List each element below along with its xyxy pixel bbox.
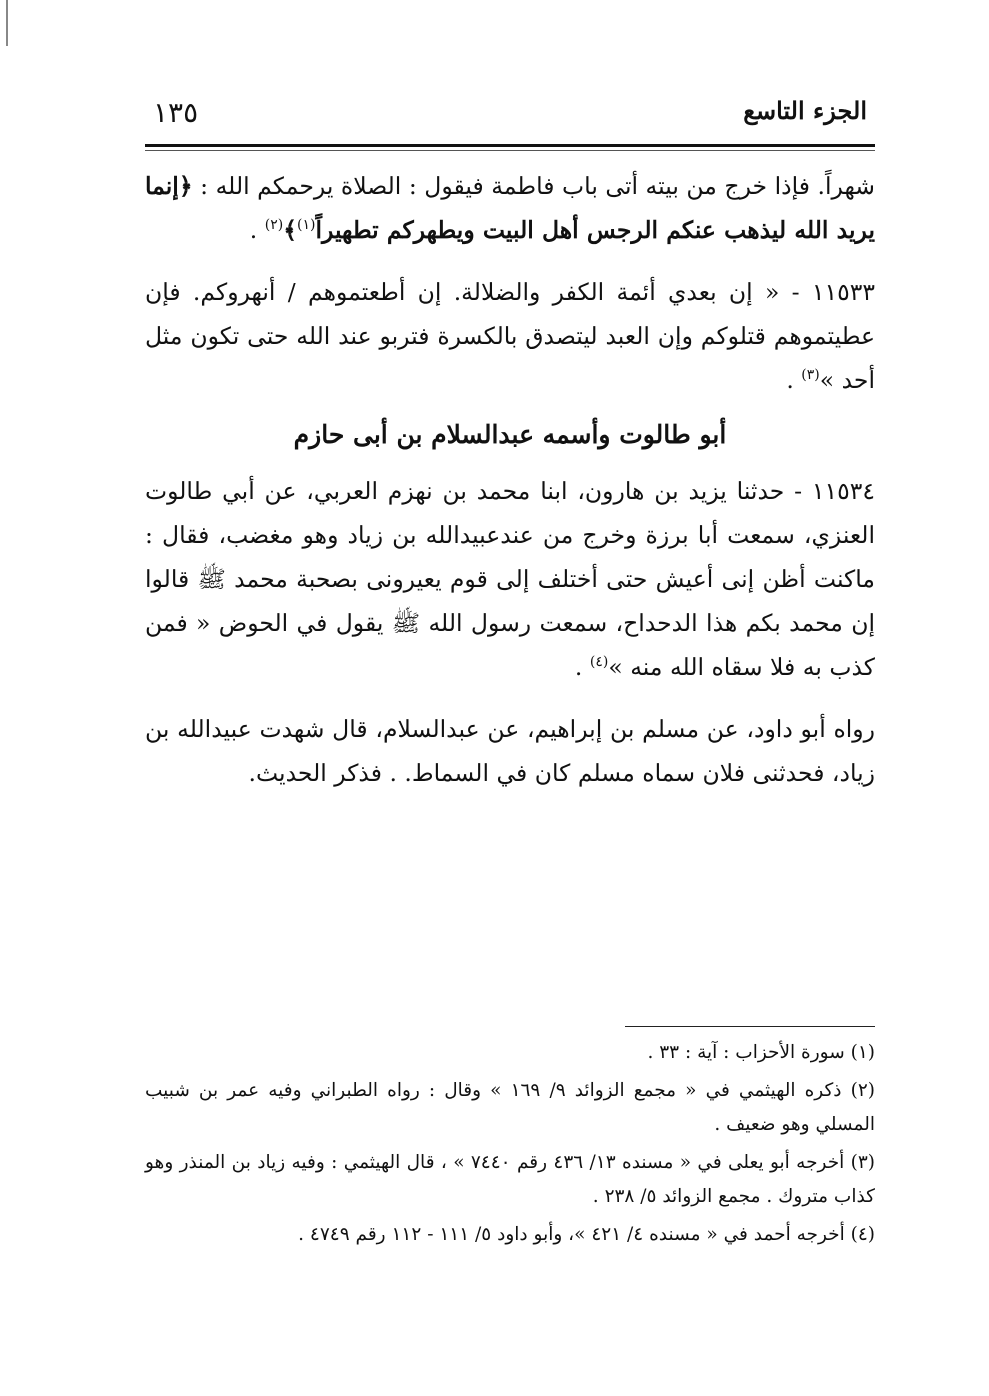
footnote-ref-3: (٣)	[801, 367, 820, 384]
paragraph-hadith-11533	[145, 270, 875, 402]
footnote-ref-2: (٢)	[264, 217, 284, 234]
header-rule	[145, 144, 875, 147]
paragraph-3-text: ١١٥٣٤ - حدثنا يزيد بن هارون، ابنا محمد بن نهزم العربي، عن أبي طالوت العنزي، سمعت أبا برزة وخرج من عندعبيدالله بن زياد وهو مغضب، فقال : ماكنت أظن إنى أعيش حتى أختلف إلى قوم يعيرونى بصحبة محمد ﷺ قالوا إن محمد بكم هذا الدحداح، سمعت رسول الله ﷺ يقول في الحوض « فمن كذب به فلا سقاه الله منه »	[145, 477, 875, 681]
footnote-3: (٣) أخرجه أبو يعلى في « مسنده ١٣/ ٤٣٦ رقم ٧٤٤٠ » ، قال الهيثمي : وفيه زياد بن المنذر وهو كذاب متروك . مجمع الزوائد ٥/ ٢٣٨ .	[145, 1152, 875, 1207]
page-number: ١٣٥	[153, 96, 199, 129]
page-body	[145, 164, 875, 813]
paragraph-2-text: ١١٥٣٣ - « إن بعدي أئمة الكفر والضلالة. إن أطعتموهم / أنهروكم. فإن عطيتموهم قتلوكم وإن العبد ليتصدق بالكسرة فتربو عند الله حتى تكون مثل أحد »	[145, 278, 875, 394]
footnotes	[145, 1036, 875, 1256]
footnote-ref-4: (٤)	[589, 654, 609, 671]
paragraph-2-end: .	[786, 366, 794, 394]
paragraph-1	[145, 164, 875, 252]
footnote-1: (١) سورة الأحزاب : آية : ٣٣ .	[647, 1042, 875, 1063]
quran-verse: ﴿إنما يريد الله ليذهب عنكم الرجس أهل البيت ويطهركم تطهيراً	[145, 172, 875, 244]
footnote-4: (٤) أخرجه أحمد في « مسنده ٤/ ٤٢١ »، وأبو داود ٥/ ١١١ - ١١٢ رقم ٤٧٤٩ .	[298, 1224, 875, 1245]
verse-close-bracket: ﴾	[283, 216, 297, 244]
paragraph-4-text: رواه أبو داود، عن مسلم بن إبراهيم، عن عبدالسلام، قال شهدت عبيدالله بن زياد، فحدثنى فلان سماه مسلم كان في السماط. . فذكر الحديث.	[145, 715, 875, 787]
scan-edge-mark	[6, 0, 8, 46]
paragraph-1-end: .	[249, 216, 258, 244]
running-title: الجزء التاسع	[743, 96, 867, 125]
paragraph-3-end: .	[574, 653, 583, 681]
footnote-2: (٢) ذكره الهيثمي في « مجمع الزوائد ٩/ ١٦٩ » وقال : رواه الطبراني وفيه عمر بن شبيب المسلي وهو ضعيف .	[145, 1080, 875, 1135]
footnote-rule	[625, 1026, 875, 1027]
paragraph-1-text: شهراً. فإذا خرج من بيته أتى باب فاطمة فيقول : الصلاة يرحمكم الله :	[200, 172, 875, 200]
section-heading: أبو طالوت وأسمه عبدالسلام بن أبى حازم	[293, 420, 727, 449]
header-rule-thin	[145, 150, 875, 151]
page-header	[145, 88, 875, 140]
paragraph-narration	[145, 707, 875, 795]
footnote-ref-1: (١)	[297, 217, 316, 234]
book-page	[145, 88, 875, 1368]
paragraph-hadith-11534	[145, 469, 875, 689]
